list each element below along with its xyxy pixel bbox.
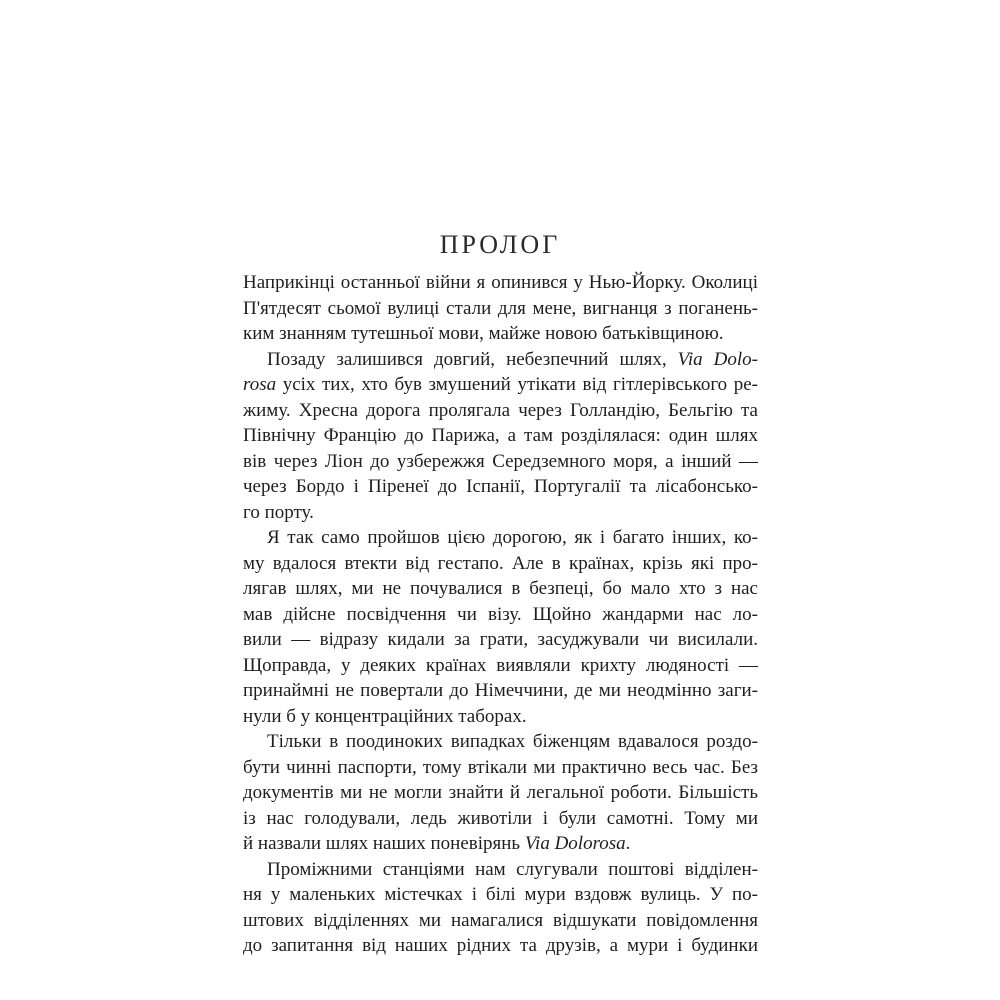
paragraph-5 <box>243 857 758 959</box>
text-line: нули б у концентраційних таборах. <box>243 705 527 727</box>
text-line: до запитання від наших рідних та друзів, а мури і будинки <box>243 935 758 956</box>
text-line: П'ятдесят сьомої вулиці стали для мене, вигнанця з поганень- <box>243 297 758 319</box>
paragraph-3 <box>243 525 758 729</box>
text-line: із нас голодували, ледь животіли і були самотні. Тому ми <box>243 807 758 829</box>
text-line <box>243 347 758 373</box>
text-line: го порту. <box>243 501 314 523</box>
text-line: принаймні не повертали до Німеччини, де ми неодмінно заги- <box>243 680 758 701</box>
text-line: штових відділеннях ми намагалися відшукати повідомлення <box>243 909 758 931</box>
text-line: Північну Францію до Парижа, а там розділялася: один шлях <box>243 425 758 446</box>
italic-phrase: rosa <box>243 374 277 395</box>
text-span: й назвали шлях наших поневірянь <box>243 833 525 854</box>
italic-phrase: Via Dolorosa <box>524 833 626 854</box>
paragraph-1 <box>243 270 758 347</box>
text-span: усіх тих, хто був змушений утікати від гітлерівського ре- <box>276 374 758 395</box>
text-line: через Бордо і Піренеї до Іспанії, Португалії та лісабонсько- <box>243 476 758 497</box>
text-span: Позаду залишився довгий, небезпечний шлях, <box>267 348 678 370</box>
text-line: Тільки в поодиноких випадках біженцям вдавалося роздо- <box>267 731 758 752</box>
body-text <box>243 270 758 959</box>
chapter-title: ПРОЛОГ <box>439 230 561 259</box>
text-line: ня у маленьких містечках і білі мури вздовж вулиць. У по- <box>243 884 758 905</box>
text-line <box>243 372 758 398</box>
text-line: му вдалося втекти від гестапо. Але в країнах, крізь які про- <box>243 552 758 574</box>
text-line: бути чинні паспорти, тому втікали ми практично весь час. Без <box>243 756 758 778</box>
text-line: мав дійсне посвідчення чи візу. Щойно жандарми нас ло- <box>243 603 758 625</box>
text-line: документів ми не могли знайти й легальної роботи. Більшість <box>243 782 758 803</box>
text-line: Я так само пройшов цією дорогою, як і багато інших, ко- <box>267 527 758 548</box>
paragraph-4 <box>243 729 758 857</box>
paragraph-2 <box>243 347 758 526</box>
text-line: жиму. Хресна дорога пролягала через Голландію, Бельгію та <box>243 399 758 421</box>
text-line: лягав шлях, ми не почувалися в безпеці, бо мало хто з нас <box>243 578 758 599</box>
text-span: . <box>625 833 631 854</box>
italic-phrase: Via Dolo- <box>677 348 758 370</box>
text-line: вили — відразу кидали за грати, засуджували чи висилали. <box>243 629 758 650</box>
text-line: Щоправда, у деяких країнах виявляли крихту людяності — <box>243 654 758 676</box>
text-line: ким знанням тутешньої мови, майже новою батьківщиною. <box>243 323 724 344</box>
text-line: вів через Ліон до узбережжя Середземного моря, а інший — <box>243 450 758 472</box>
text-line <box>243 831 758 857</box>
text-line: Наприкінці останньої війни я опинився у Нью-Йорку. Околиці <box>243 272 758 293</box>
text-line: Проміжними станціями нам слугували поштові відділен- <box>267 858 758 880</box>
